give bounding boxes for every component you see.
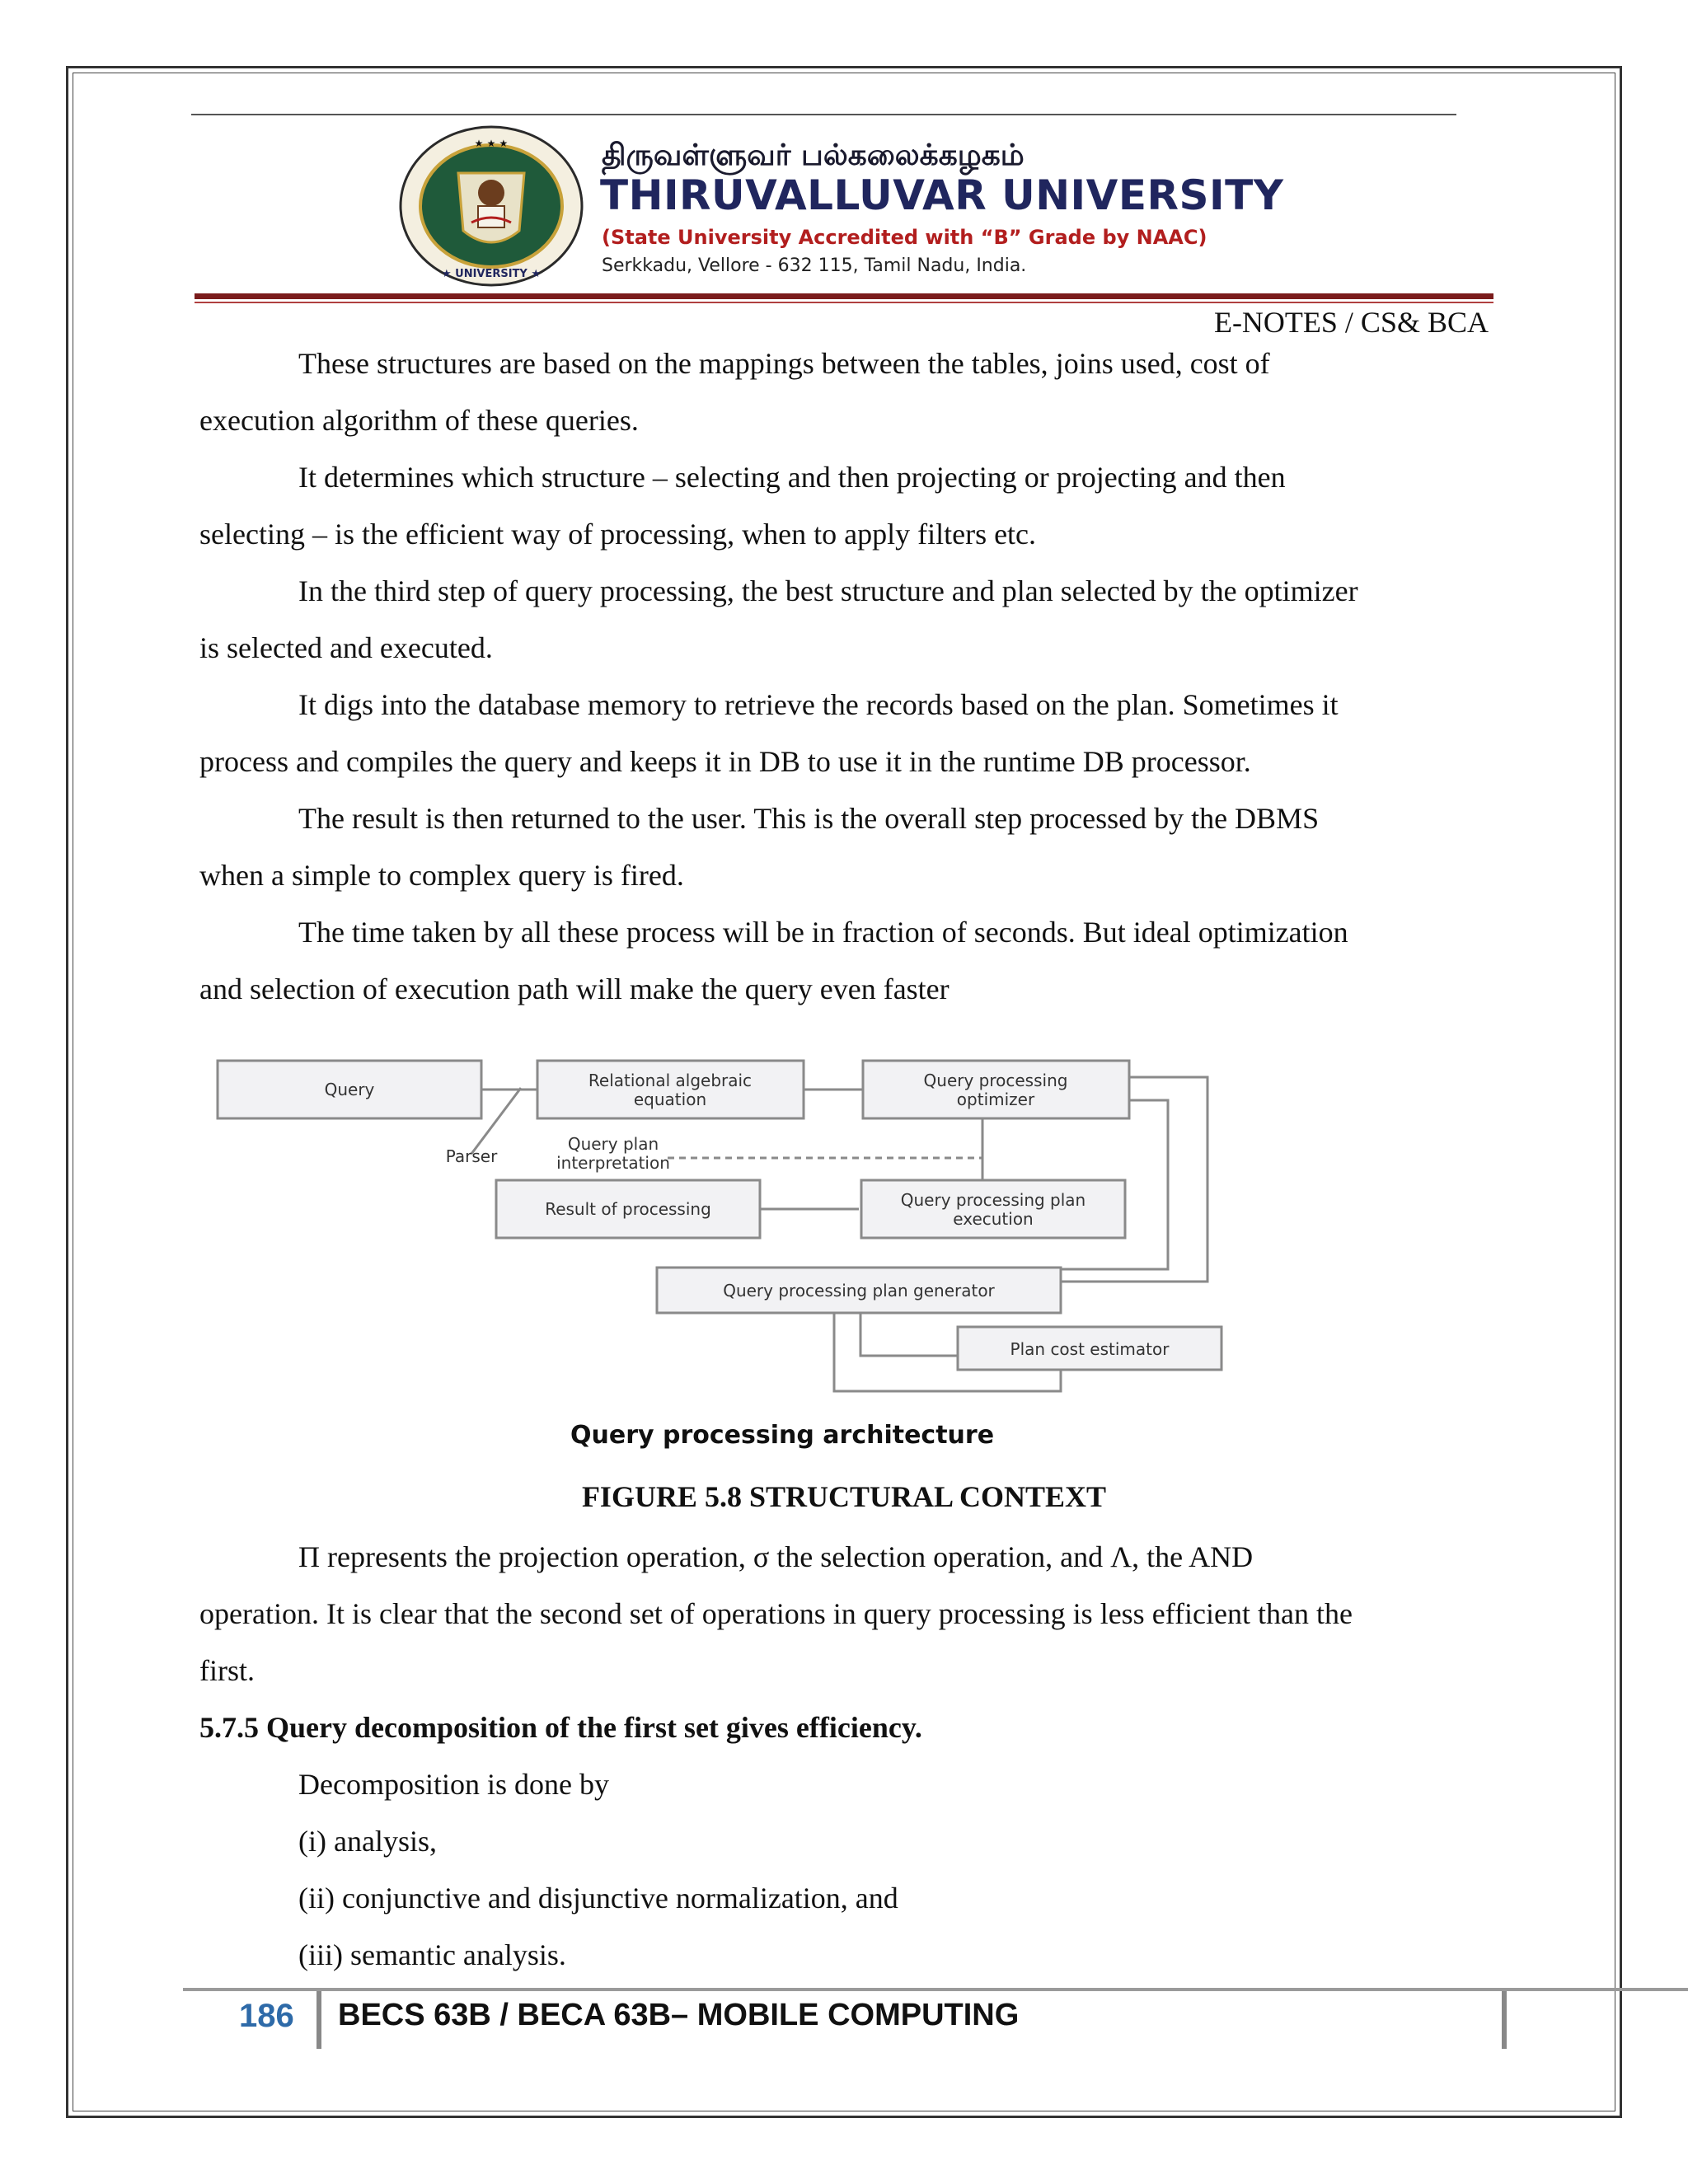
optimizer-label-2: optimizer: [956, 1090, 1035, 1109]
section-heading: 5.7.5 Query decomposition of the first set gives efficiency.: [199, 1711, 922, 1744]
header-divider-thick: [195, 293, 1493, 299]
parser-label: Parser: [445, 1146, 498, 1166]
paragraph: The result is then returned to the user. This is the overall step processed by the DBMS when a simple to complex query is fired.: [199, 802, 1320, 892]
svg-text:★ UNIVERSITY ★: ★ UNIVERSITY ★: [441, 268, 542, 280]
plan-execution-label-1: Query processing plan: [900, 1190, 1086, 1210]
svg-text:★ ★ ★: ★ ★ ★: [474, 138, 509, 149]
header-divider-thin: [195, 302, 1493, 303]
footer-divider-left: [316, 1991, 321, 2049]
university-seal-logo: [396, 124, 587, 288]
cost-estimator-label: Plan cost estimator: [1010, 1339, 1170, 1359]
query-label: Query: [324, 1080, 375, 1099]
plan-execution-label-2: execution: [953, 1209, 1034, 1229]
university-tamil-name: திருவள்ளுவர் பல்கலைக்கழகம்: [602, 138, 1025, 172]
list-item: (i) analysis,: [298, 1825, 437, 1858]
university-address: Serkkadu, Vellore - 632 115, Tamil Nadu, India.: [602, 255, 1027, 276]
body-paragraphs-top: [199, 335, 1489, 1018]
university-name: THIRUVALLUVAR UNIVERSITY: [600, 171, 1284, 219]
footer-rule: [183, 1988, 1688, 1991]
course-title: BECS 63B / BECA 63B– MOBILE COMPUTING: [338, 1998, 1020, 2032]
figure-caption: FIGURE 5.8 STRUCTURAL CONTEXT: [581, 1480, 1107, 1513]
optimizer-label-1: Query processing: [923, 1071, 1068, 1090]
paragraph: It digs into the database memory to retrieve the records based on the plan. Sometimes it process and compiles the query and keeps it in DB to use it in the runtime DB processor.: [199, 688, 1339, 778]
header-top-rule: [191, 114, 1456, 115]
query-plan-label-2: interpretation: [556, 1153, 670, 1173]
list-item: (iii) semantic analysis.: [298, 1938, 566, 1971]
connector-line: [860, 1313, 958, 1356]
result-label: Result of processing: [545, 1199, 711, 1219]
paragraph: These structures are based on the mappings between the tables, joins used, cost of execution algorithm of these queries.: [199, 347, 1270, 437]
page-number: 186: [239, 1998, 294, 2034]
paragraph: In the third step of query processing, the best structure and plan selected by the optimizer is selected and executed.: [199, 574, 1358, 664]
query-processing-architecture-diagram: [199, 1034, 1279, 1463]
decomposition-intro: Decomposition is done by: [298, 1768, 609, 1801]
footer-divider-right: [1502, 1991, 1507, 2049]
paragraph: Π represents the projection operation, σ the selection operation, and Λ, the AND operation. It is clear that the second set of operations in query processing is less efficient than the first.: [199, 1540, 1353, 1687]
body-text-bottom: [199, 1529, 1489, 1984]
query-plan-label-1: Query plan: [567, 1134, 659, 1154]
accreditation-line: (State University Accredited with “B” Grade by NAAC): [602, 226, 1207, 249]
paragraph: It determines which structure – selecting and then projecting or projecting and then selecting – is the efficient way of processing, when to apply filters etc.: [199, 461, 1286, 551]
list-item: (ii) conjunctive and disjunctive normalization, and: [298, 1882, 898, 1915]
plan-generator-label: Query processing plan generator: [723, 1281, 995, 1301]
paragraph: The time taken by all these process will be in fraction of seconds. But ideal optimization and selection of execution path will make the query even faster: [199, 916, 1348, 1005]
relational-label-2: equation: [633, 1090, 707, 1109]
section-label: E-NOTES / CS& BCA: [1213, 306, 1489, 339]
relational-label-1: Relational algebraic: [588, 1071, 753, 1090]
diagram-caption: Query processing architecture: [570, 1421, 995, 1450]
